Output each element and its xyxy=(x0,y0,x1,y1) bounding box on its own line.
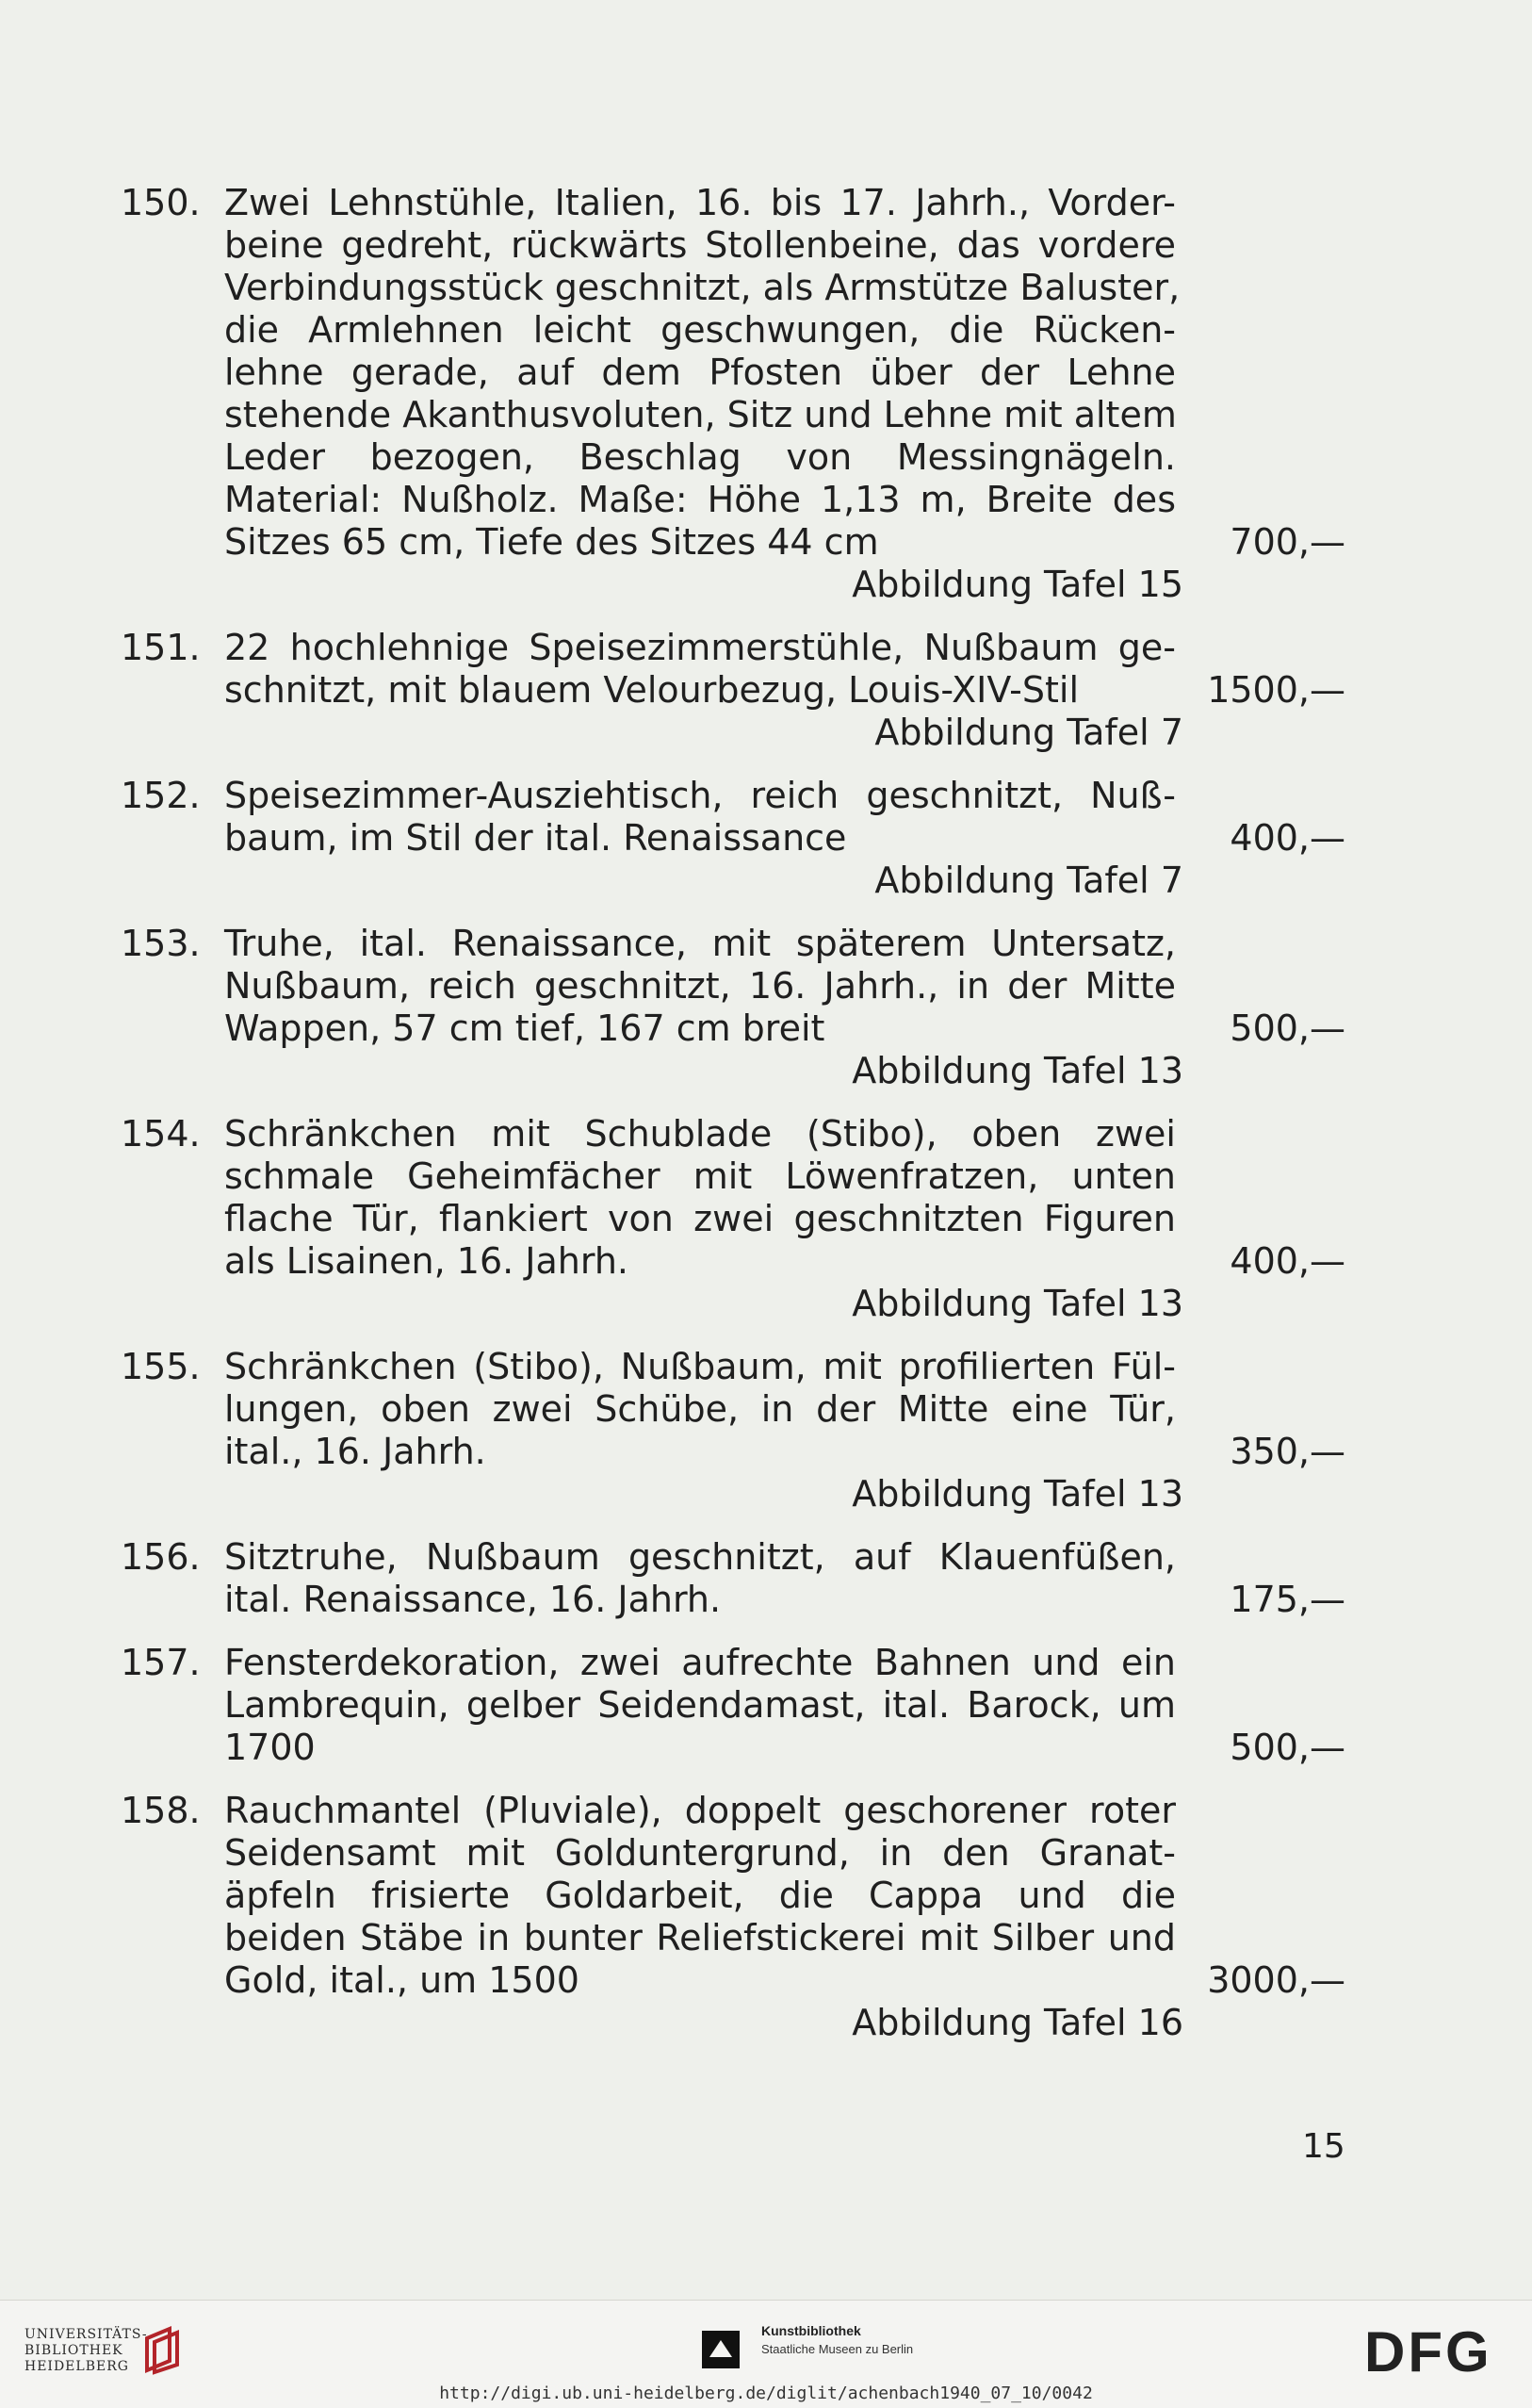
entry-text-line: Nußbaum, reich geschnitzt, 16. Jahrh., in der Mitte xyxy=(224,965,1176,1007)
entry-text-line: Rauchmantel (Pluviale), doppelt geschorener roter xyxy=(224,1790,1176,1831)
entry-price: 3000,— xyxy=(1207,1959,1345,2001)
entry-number: 151. xyxy=(121,627,201,668)
entry-text-line: Sitztruhe, Nußbaum geschnitzt, auf Klauenfüßen, xyxy=(224,1536,1176,1578)
library-name-line: BIBLIOTHEK xyxy=(24,2343,123,2358)
entry-text-line: baum, im Stil der ital. Renaissance xyxy=(224,817,847,859)
entry-text-line: äpfeln frisierte Goldarbeit, die Cappa und die xyxy=(224,1875,1176,1916)
entry-number: 157. xyxy=(121,1642,201,1683)
entry-price: 350,— xyxy=(1230,1431,1345,1472)
entry-text-line: Schränkchen mit Schublade (Stibo), oben zwei xyxy=(224,1113,1176,1155)
library-name-line: HEIDELBERG xyxy=(24,2359,129,2374)
entry-text-line: die Armlehnen leicht geschwungen, die Rücken- xyxy=(224,309,1176,351)
entry-plate-reference: Abbildung Tafel 13 xyxy=(852,1283,1183,1324)
entry-text-line: Fensterdekoration, zwei aufrechte Bahnen und ein xyxy=(224,1642,1176,1683)
library-name xyxy=(24,2327,148,2375)
entry-text-line: ital., 16. Jahrh. xyxy=(224,1431,486,1472)
entry-text-line: schnitzt, mit blauem Velourbezug, Louis-XIV-Stil xyxy=(224,669,1080,711)
entry-text-line: als Lisainen, 16. Jahrh. xyxy=(224,1240,629,1282)
entry-text-line: Truhe, ital. Renaissance, mit späterem Untersatz, xyxy=(224,923,1176,964)
entry-price: 700,— xyxy=(1230,521,1345,563)
entry-text-line: 1700 xyxy=(224,1727,316,1768)
permalink[interactable]: http://digi.ub.uni-heidelberg.de/diglit/achenbach1940_07_10/0042 xyxy=(439,2383,1093,2403)
entry-text-line: Lambrequin, gelber Seidendamast, ital. Barock, um xyxy=(224,1684,1176,1726)
entry-text-line: Wappen, 57 cm tief, 167 cm breit xyxy=(224,1007,825,1049)
library-name-line: UNIVERSITÄTS- xyxy=(24,2327,148,2342)
entry-text-line: Verbindungsstück geschnitzt, als Armstütze Baluster, xyxy=(224,267,1181,308)
entry-plate-reference: Abbildung Tafel 16 xyxy=(852,2002,1183,2043)
entry-number: 150. xyxy=(121,182,201,223)
entry-text-line: lehne gerade, auf dem Pfosten über der Lehne xyxy=(224,352,1176,393)
library-logo-icon xyxy=(141,2323,183,2376)
entry-text-line: Gold, ital., um 1500 xyxy=(224,1959,579,2001)
entry-text-line: beine gedreht, rückwärts Stollenbeine, das vordere xyxy=(224,224,1176,266)
entry-number: 153. xyxy=(121,923,201,964)
entry-text-line: Material: Nußholz. Maße: Höhe 1,13 m, Breite des xyxy=(224,479,1176,520)
entry-text-line: 22 hochlehnige Speisezimmerstühle, Nußbaum ge- xyxy=(224,627,1176,668)
entry-number: 158. xyxy=(121,1790,201,1831)
entry-price: 400,— xyxy=(1230,817,1345,859)
entry-number: 155. xyxy=(121,1346,201,1387)
entry-text-line: flache Tür, flankiert von zwei geschnitzten Figuren xyxy=(224,1198,1176,1239)
entry-plate-reference: Abbildung Tafel 7 xyxy=(874,860,1183,901)
kunstbibliothek-logo-icon xyxy=(702,2331,740,2368)
page-number: 15 xyxy=(1302,2127,1345,2166)
dfg-logo: DFG xyxy=(1364,2320,1492,2383)
entry-plate-reference: Abbildung Tafel 13 xyxy=(852,1473,1183,1515)
entry-text-line: schmale Geheimfächer mit Löwenfratzen, unten xyxy=(224,1155,1176,1197)
entry-price: 500,— xyxy=(1230,1727,1345,1768)
entry-price: 500,— xyxy=(1230,1007,1345,1049)
entry-text-line: Speisezimmer-Ausziehtisch, reich geschnitzt, Nuß- xyxy=(224,775,1176,816)
entry-plate-reference: Abbildung Tafel 15 xyxy=(852,564,1183,605)
entry-price: 175,— xyxy=(1230,1579,1345,1620)
kunstbibliothek-subtitle: Staatliche Museen zu Berlin xyxy=(761,2342,914,2356)
entry-text-line: Zwei Lehnstühle, Italien, 16. bis 17. Jahrh., Vorder- xyxy=(224,182,1176,223)
entry-text-line: Seidensamt mit Golduntergrund, in den Granat- xyxy=(224,1832,1176,1874)
footer-bar xyxy=(0,2300,1532,2408)
kunstbibliothek-name: Kunstbibliothek xyxy=(761,2323,861,2338)
entry-number: 156. xyxy=(121,1536,201,1578)
entry-text-line: Leder bezogen, Beschlag von Messingnägeln. xyxy=(224,436,1176,478)
entry-text-line: Schränkchen (Stibo), Nußbaum, mit profilierten Fül- xyxy=(224,1346,1176,1387)
entry-plate-reference: Abbildung Tafel 7 xyxy=(874,712,1183,753)
entry-number: 154. xyxy=(121,1113,201,1155)
entry-text-line: stehende Akanthusvoluten, Sitz und Lehne mit altem xyxy=(224,394,1177,435)
entry-plate-reference: Abbildung Tafel 13 xyxy=(852,1050,1183,1091)
entry-text-line: beiden Stäbe in bunter Reliefstickerei mit Silber und xyxy=(224,1917,1176,1958)
entry-number: 152. xyxy=(121,775,201,816)
entry-text-line: lungen, oben zwei Schübe, in der Mitte eine Tür, xyxy=(224,1388,1176,1430)
entry-text-line: Sitzes 65 cm, Tiefe des Sitzes 44 cm xyxy=(224,521,879,563)
entry-price: 400,— xyxy=(1230,1240,1345,1282)
entry-price: 1500,— xyxy=(1207,669,1345,711)
entry-text-line: ital. Renaissance, 16. Jahrh. xyxy=(224,1579,722,1620)
